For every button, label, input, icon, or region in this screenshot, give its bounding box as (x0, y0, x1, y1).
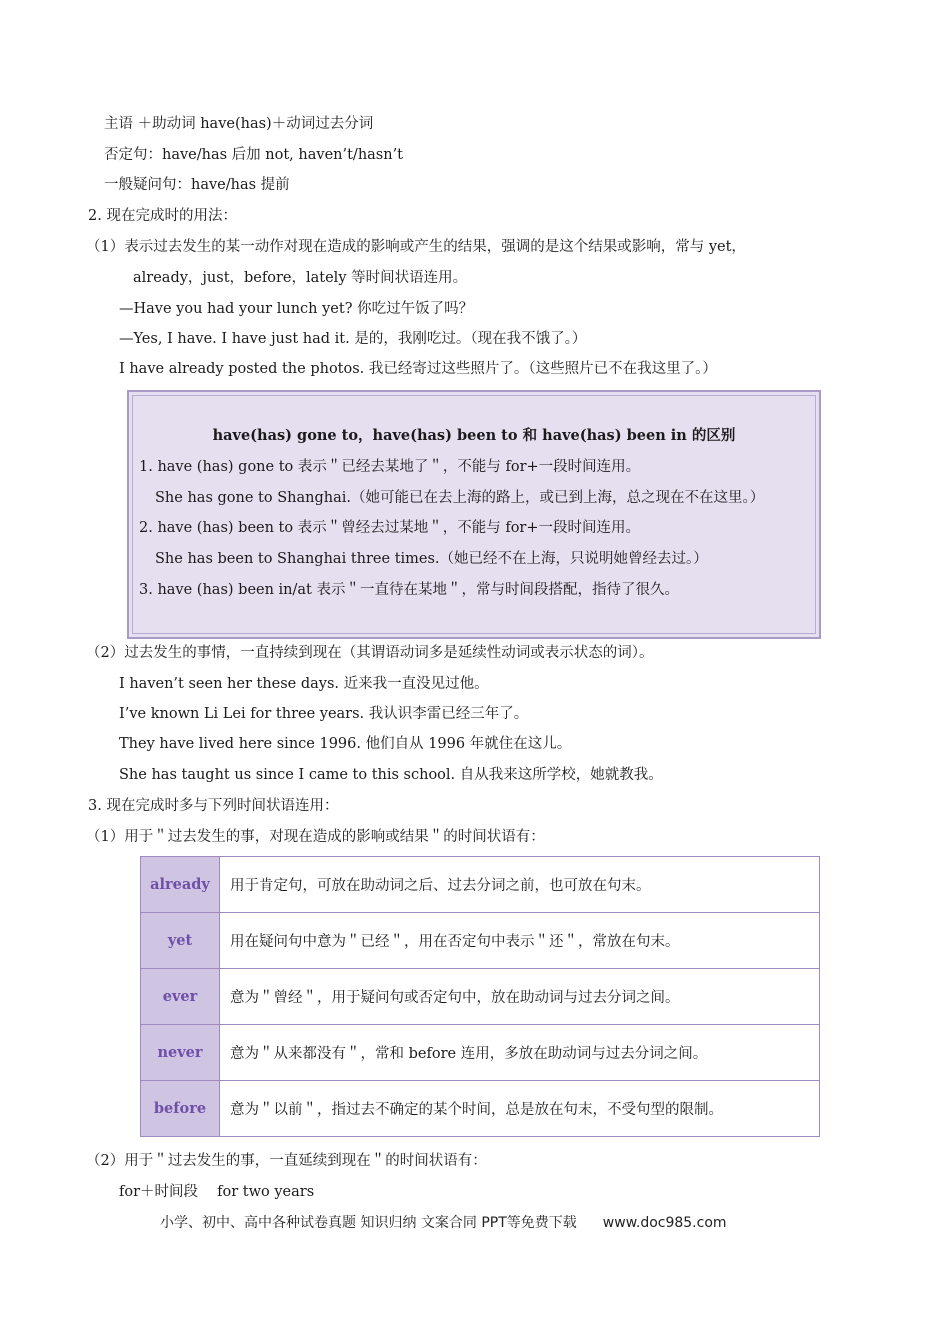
structure-negative: 否定句：have/has 后加 not, haven’t/hasn’t (104, 147, 404, 163)
table-term: yet (141, 913, 220, 969)
page-footer (160, 1213, 727, 1233)
table-row (141, 857, 820, 913)
usage2-example: I’ve known Li Lei for three years. 我认识李雷已经三年了。 (119, 706, 529, 722)
table-desc: 意为＂曾经＂，用于疑问句或否定句中，放在助动词与过去分词之间。 (220, 969, 820, 1025)
usage2-line1: （2）过去发生的事情，一直持续到现在（其谓语动词多是延续性动词或表示状态的词）。 (86, 645, 654, 661)
section3-heading: 3. 现在完成时多与下列时间状语连用： (88, 798, 339, 814)
usage1-example: —Have you had your lunch yet? 你吃过午饭了吗？ (119, 301, 474, 317)
usage1-example: I have already posted the photos. 我已经寄过这些照片了。（这些照片已不在我这里了。） (119, 361, 717, 377)
table-desc: 用在疑问句中意为＂已经＂，用在否定句中表示＂还＂，常放在句末。 (220, 913, 820, 969)
note-line: She has been to Shanghai three times.（她已经不在上海，只说明她曾经去过。） (155, 551, 708, 567)
table-term: never (141, 1025, 220, 1081)
section3-sub2: （2）用于＂过去发生的事，一直延续到现在＂的时间状语有： (86, 1153, 487, 1169)
usage1-line1: （1）表示过去发生的某一动作对现在造成的影响或产生的结果，强调的是这个结果或影响，常与 yet， (86, 239, 746, 255)
table-row (141, 1081, 820, 1137)
table-term: already (141, 857, 220, 913)
table-term: before (141, 1081, 220, 1137)
footer-url[interactable]: www.doc985.com (602, 1215, 727, 1231)
note-line: She has gone to Shanghai.（她可能已在去上海的路上，或已到上海，总之现在不在这里。） (155, 490, 765, 506)
note-box (127, 390, 821, 639)
note-line: 3. have (has) been in/at 表示＂一直待在某地＂，常与时间段搭配，指待了很久。 (139, 582, 679, 598)
structure-formula: 主语 ＋助动词 have(has)＋动词过去分词 (104, 116, 374, 132)
usage2-example: She has taught us since I came to this school. 自从我来这所学校，她就教我。 (119, 767, 663, 783)
section3-sub2-example: for＋时间段 for two years (119, 1184, 315, 1200)
structure-question: 一般疑问句：have/has 提前 (104, 177, 290, 193)
time-adverbial-table (140, 856, 820, 1137)
usage2-example: I haven’t seen her these days. 近来我一直没见过他。 (119, 676, 489, 692)
table-row (141, 1025, 820, 1081)
section3-sub1: （1）用于＂过去发生的事，对现在造成的影响或结果＂的时间状语有： (86, 829, 545, 845)
usage1-example: —Yes, I have. I have just had it. 是的，我刚吃过。（现在我不饿了。） (119, 331, 587, 347)
table-desc: 意为＂从来都没有＂，常和 before 连用，多放在助动词与过去分词之间。 (220, 1025, 820, 1081)
table-term: ever (141, 969, 220, 1025)
table-row (141, 913, 820, 969)
usage1-line2: already，just，before，lately 等时间状语连用。 (133, 270, 468, 286)
table-desc: 意为＂以前＂，指过去不确定的某个时间，总是放在句末，不受句型的限制。 (220, 1081, 820, 1137)
note-line: 1. have (has) gone to 表示＂已经去某地了＂，不能与 for+一段时间连用。 (139, 459, 641, 475)
note-title: have(has) gone to，have(has) been to 和 have(has) been in 的区别 (212, 427, 736, 444)
section2-heading: 2. 现在完成时的用法： (88, 208, 237, 224)
table-desc: 用于肯定句，可放在助动词之后、过去分词之前，也可放在句末。 (220, 857, 820, 913)
table-row (141, 969, 820, 1025)
usage2-example: They have lived here since 1996. 他们自从 1996 年就住在这儿。 (119, 736, 572, 752)
footer-text: 小学、初中、高中各种试卷真题 知识归纳 文案合同 PPT等免费下载 (160, 1215, 577, 1231)
note-line: 2. have (has) been to 表示＂曾经去过某地＂，不能与 for+一段时间连用。 (139, 520, 640, 536)
